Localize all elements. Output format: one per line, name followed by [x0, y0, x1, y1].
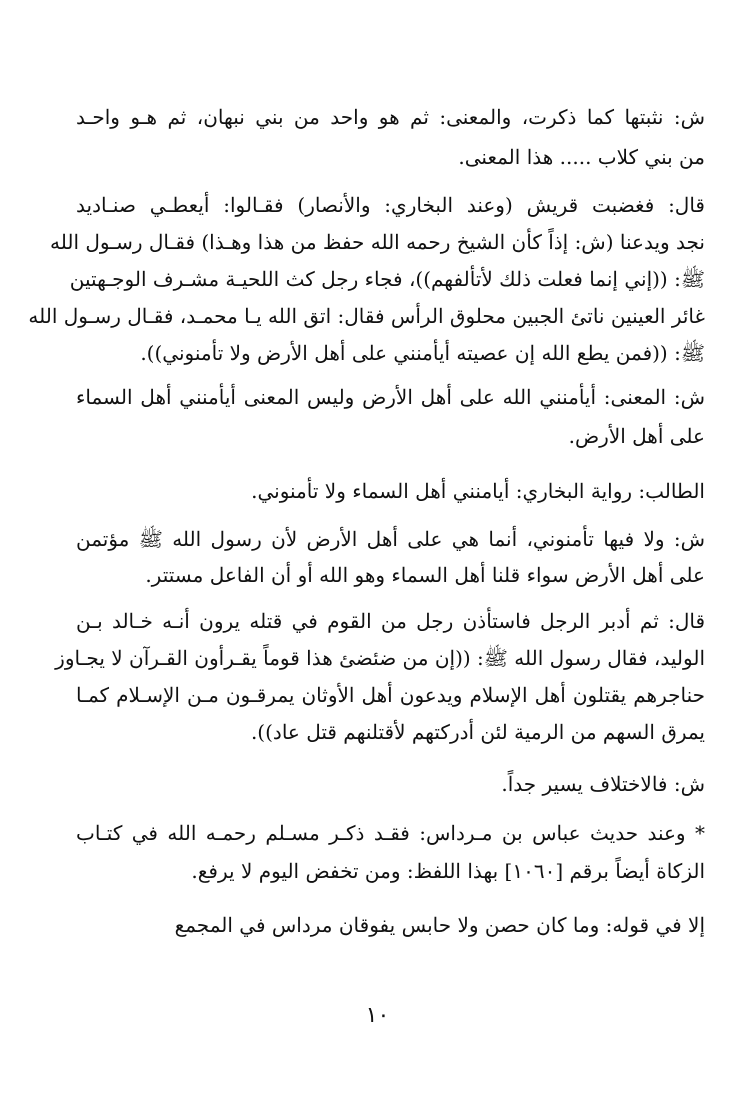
text-line: الوليد، فقال رسول الله ﷺ: ((إن من ضئضئ هذا قوماً يقـرأون القـرآن لا يجـاوز [55, 646, 705, 670]
text-line: يمرق السهم من الرمية لئن أدركتهم لأقتلنهم قتل عاد)). [250, 720, 705, 744]
text-line: الطالب: رواية البخاري: أيامنني أهل السماء ولا تأمنوني. [251, 479, 705, 503]
text-line: ﷺ: ((إني إنما فعلت ذلك لأتألفهم))، فجاء رجل كث اللحيـة مشـرف الوجـهتين [69, 267, 705, 291]
page-number: ١٠ [365, 1003, 390, 1028]
text-line: حناجرهم يقتلون أهل الإسلام ويدعون أهل الأوثان يمرقـون مـن الإسـلام كمـا [76, 683, 705, 707]
text-line: ش: نثبتها كما ذكرت، والمعنى: ثم هو واحد من بني نبهان، ثم هـو واحـد [76, 105, 705, 129]
text-line: ﷺ: ((فمن يطع الله إن عصيته أيأمنني على أهل الأرض ولا تأمنوني)). [140, 341, 705, 365]
text-line: ش: المعنى: أيأمنني الله على أهل الأرض وليس المعنى أيأمنني أهل السماء [76, 385, 705, 409]
text-line: غائر العينين ناتئ الجبين محلوق الرأس فقال: اتق الله يـا محمـد، فقـال رسـول الله [28, 304, 705, 328]
text-line: من بني كلاب ..... هذا المعنى. [458, 145, 705, 169]
text-line: الزكاة أيضاً برقم [١٠٦٠] بهذا اللفظ: ومن تخفض اليوم لا يرفع. [191, 859, 705, 883]
text-line: ش: فالاختلاف يسير جداً. [501, 772, 705, 796]
text-line: قال: ثم أدبر الرجل فاستأذن رجل من القوم في قتله يرون أنـه خـالد بـن [76, 609, 705, 633]
text-line: على أهل الأرض سواء قلنا أهل السماء وهو الله أو أن الفاعل مستتر. [145, 563, 705, 587]
text-line: نجد ويدعنا (ش: إذاً كأن الشيخ رحمه الله حفظ من هذا وهـذا) فقـال رسـول الله [50, 230, 705, 254]
text-line: على أهل الأرض. [568, 424, 705, 448]
text-line: إلا في قوله: وما كان حصن ولا حابس يفوقان مرداس في المجمع [174, 913, 705, 937]
text-line: * وعند حديث عباس بن مـرداس: فقـد ذكـر مسـلم رحمـه الله في كتـاب [76, 821, 705, 845]
text-line: قال: فغضبت قريش (وعند البخاري: والأنصار) فقـالوا: أيعطـي صنـاديد [76, 193, 705, 217]
text-line: ش: ولا فيها تأمنوني، أنما هي على أهل الأرض لأن رسول الله ﷺ مؤتمن [76, 527, 705, 551]
